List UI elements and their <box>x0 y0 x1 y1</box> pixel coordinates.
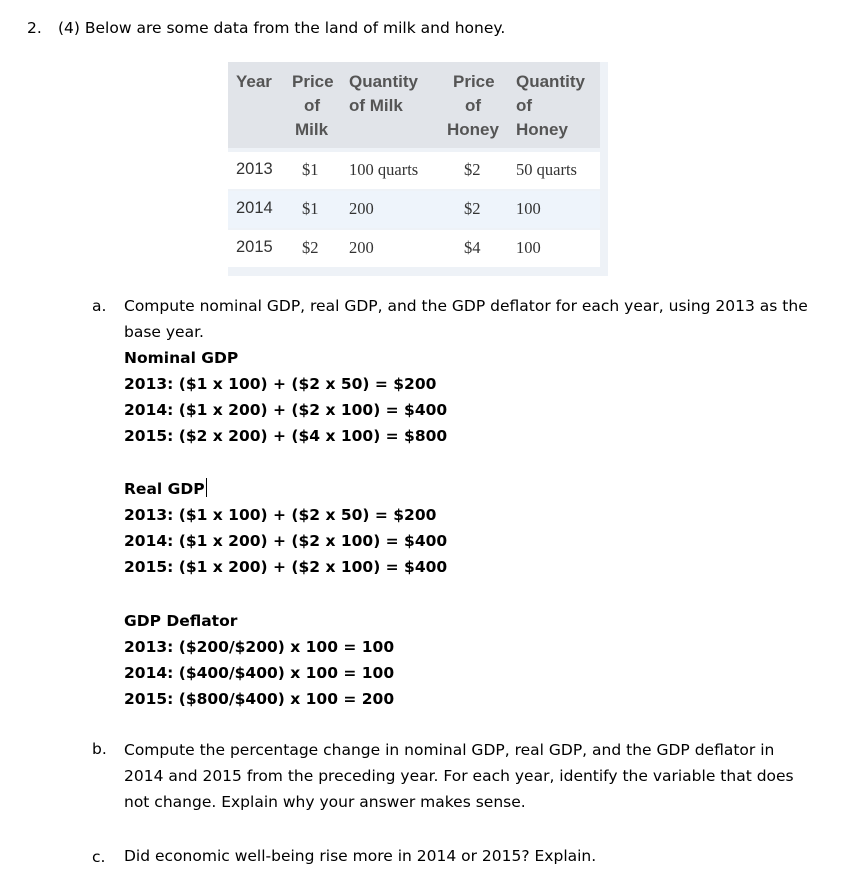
header-price-milk-3: Milk <box>295 120 329 139</box>
cell-qty-milk: 100 quarts <box>349 160 419 179</box>
cell-qty-milk: 200 <box>349 238 374 257</box>
table-row <box>228 230 600 267</box>
header-year: Year <box>236 72 272 91</box>
nominal-gdp-line: 2014: ($1 x 200) + ($2 x 100) = $400 <box>124 401 448 419</box>
gdp-deflator-line: 2013: ($200/$200) x 100 = 100 <box>124 638 395 656</box>
header-qty-milk-2: of Milk <box>349 96 403 115</box>
cell-year: 2014 <box>236 199 273 217</box>
real-gdp-title: Real GDP <box>124 480 205 498</box>
nominal-gdp-line: 2013: ($1 x 100) + ($2 x 50) = $200 <box>124 375 437 393</box>
part-c-text: Did economic well-being rise more in 2014 or 2015? Explain. <box>124 847 597 865</box>
part-b-label: b. <box>92 740 107 758</box>
header-price-honey-1: Price <box>453 72 495 91</box>
gdp-deflator-line: 2014: ($400/$400) x 100 = 100 <box>124 664 395 682</box>
text-cursor <box>206 478 208 497</box>
table-row <box>228 191 600 228</box>
cell-price-honey: $2 <box>464 160 481 179</box>
nominal-gdp-title: Nominal GDP <box>124 349 239 367</box>
part-a-prompt-line1: Compute nominal GDP, real GDP, and the GDP deflator for each year, using 2013 as the <box>124 297 808 315</box>
gdp-deflator-line: 2015: ($800/$400) x 100 = 200 <box>124 690 395 708</box>
cell-price-milk: $1 <box>302 160 319 179</box>
part-a-prompt-line2: base year. <box>124 323 204 341</box>
cell-qty-milk: 200 <box>349 199 374 218</box>
header-qty-honey-1: Quantity <box>516 72 585 91</box>
header-qty-milk-1: Quantity <box>349 72 418 91</box>
header-price-honey-3: Honey <box>447 120 499 139</box>
part-b-line: 2014 and 2015 from the preceding year. For each year, identify the variable that does <box>124 767 794 785</box>
cell-price-milk: $1 <box>302 199 319 218</box>
data-table <box>228 62 608 276</box>
cell-price-honey: $4 <box>464 238 481 257</box>
question-intro: (4) Below are some data from the land of milk and honey. <box>58 19 506 37</box>
cell-qty-honey: 100 <box>516 199 541 218</box>
cell-qty-honey: 100 <box>516 238 541 257</box>
table-header <box>228 62 600 148</box>
cell-price-milk: $2 <box>302 238 319 257</box>
header-qty-honey-2: of <box>516 96 533 115</box>
header-price-milk-2: of <box>304 96 321 115</box>
nominal-gdp-line: 2015: ($2 x 200) + ($4 x 100) = $800 <box>124 427 448 445</box>
real-gdp-title-wrap[interactable] <box>124 476 207 502</box>
cell-year: 2015 <box>236 238 273 256</box>
cell-year: 2013 <box>236 160 273 178</box>
part-b-line: not change. Explain why your answer makes sense. <box>124 793 526 811</box>
cell-qty-honey: 50 quarts <box>516 160 577 179</box>
table-row <box>228 152 600 189</box>
header-qty-honey-3: Honey <box>516 120 568 139</box>
gdp-deflator-title: GDP Deflator <box>124 612 238 630</box>
part-a-label: a. <box>92 297 107 315</box>
question-number: 2. <box>27 19 42 37</box>
real-gdp-line: 2015: ($1 x 200) + ($2 x 100) = $400 <box>124 558 448 576</box>
real-gdp-line: 2014: ($1 x 200) + ($2 x 100) = $400 <box>124 532 448 550</box>
header-price-honey-2: of <box>465 96 482 115</box>
part-b-line: Compute the percentage change in nominal GDP, real GDP, and the GDP deflator in <box>124 741 775 759</box>
cell-price-honey: $2 <box>464 199 481 218</box>
real-gdp-line: 2013: ($1 x 100) + ($2 x 50) = $200 <box>124 506 437 524</box>
header-price-milk-1: Price <box>292 72 334 91</box>
part-c-label: c. <box>92 848 106 866</box>
